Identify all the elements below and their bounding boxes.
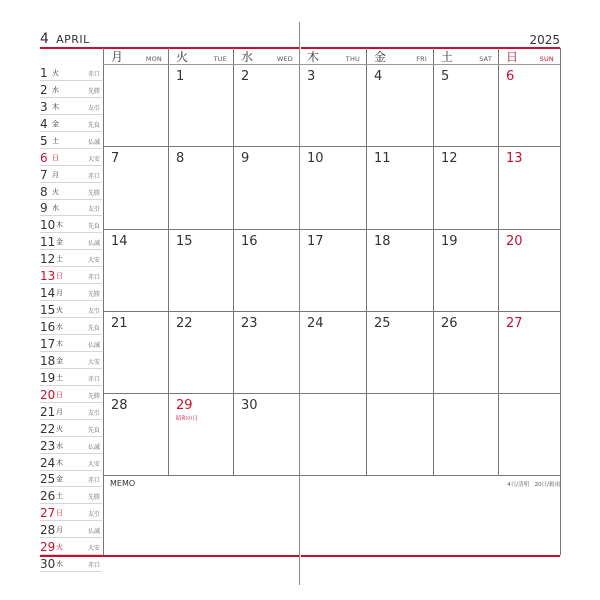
- day-list-weekday: 火: [52, 68, 59, 77]
- day-list-weekday: 金: [56, 356, 63, 365]
- weekday-header: [233, 48, 299, 64]
- day-list-date: 24: [40, 455, 56, 470]
- calendar-day-cell[interactable]: [103, 393, 168, 475]
- weekday-header: [299, 48, 366, 64]
- year-label: 2025: [529, 33, 560, 47]
- day-list-weekday: 金: [56, 238, 63, 247]
- day-list-rokuyo: 赤口: [87, 172, 100, 180]
- calendar-day-number: 26: [441, 316, 458, 331]
- grid-row-line: [103, 475, 560, 476]
- calendar-day-number: 2: [241, 69, 250, 84]
- weekday-header: [168, 48, 233, 64]
- day-list-rokuyo: 大安: [87, 545, 100, 553]
- calendar-day-cell[interactable]: [233, 393, 299, 475]
- day-list-row: [40, 64, 102, 81]
- day-list-rokuyo: 赤口: [87, 477, 100, 485]
- calendar-day-cell[interactable]: [366, 311, 433, 393]
- day-list-rokuyo: 友引: [87, 308, 100, 316]
- weekday-english: TUE: [213, 55, 227, 63]
- day-list-row: [40, 487, 102, 504]
- calendar-day-cell[interactable]: [233, 311, 299, 393]
- day-list-rokuyo: 仏滅: [87, 138, 100, 146]
- calendar-day-cell[interactable]: [366, 146, 433, 229]
- calendar-day-number: 3: [307, 69, 316, 84]
- day-list-row: [40, 335, 102, 352]
- calendar-day-number: 13: [506, 151, 523, 166]
- calendar-day-cell[interactable]: [433, 229, 498, 311]
- calendar-day-number: 29: [176, 398, 193, 413]
- calendar-day-number: 11: [374, 151, 391, 166]
- day-list-date: 17: [40, 336, 56, 351]
- calendar-day-cell[interactable]: [168, 64, 233, 146]
- footer-rule-right: [301, 555, 560, 557]
- day-list-row: [40, 81, 102, 98]
- day-list-weekday: 火: [56, 543, 63, 552]
- day-list-row: [40, 555, 102, 572]
- day-list: [40, 64, 102, 572]
- day-list-row: [40, 233, 102, 250]
- weekday-english: THU: [345, 55, 360, 63]
- day-list-weekday: 金: [56, 475, 63, 484]
- day-list-row: [40, 132, 102, 149]
- day-list-date: 29: [40, 540, 56, 555]
- day-list-date: 16: [40, 320, 56, 334]
- calendar-day-number: 8: [176, 151, 185, 166]
- calendar-day-cell[interactable]: [366, 229, 433, 311]
- day-list-rokuyo: 先勝: [87, 87, 100, 95]
- calendar-day-number: 19: [441, 234, 458, 249]
- calendar-day-number: 15: [176, 234, 193, 249]
- weekday-kanji: 土: [441, 50, 454, 64]
- calendar-day-cell[interactable]: [299, 229, 366, 311]
- day-list-rokuyo: 赤口: [87, 562, 100, 570]
- day-list-rokuyo: 大安: [87, 155, 100, 163]
- day-list-row: [40, 149, 102, 166]
- calendar-day-cell[interactable]: [433, 146, 498, 229]
- day-list-rokuyo: 仏滅: [87, 528, 100, 536]
- calendar-day-cell[interactable]: [433, 311, 498, 393]
- calendar-day-number: 30: [241, 398, 258, 413]
- calendar-day-cell[interactable]: [366, 64, 433, 146]
- day-list-rokuyo: 先負: [87, 426, 100, 434]
- day-list-row: [40, 216, 102, 233]
- weekday-english: MON: [145, 55, 162, 63]
- day-list-weekday: 土: [52, 136, 59, 145]
- calendar-day-number: 27: [506, 316, 523, 331]
- day-list-weekday: 日: [52, 153, 59, 162]
- day-list-rokuyo: 仏滅: [87, 443, 100, 451]
- weekday-kanji: 木: [307, 50, 320, 64]
- day-list-weekday: 日: [56, 390, 63, 399]
- day-list-row: [40, 284, 102, 301]
- day-list-rokuyo: 仏滅: [87, 240, 100, 248]
- day-list-weekday: 水: [56, 560, 63, 569]
- day-list-weekday: 月: [56, 526, 63, 535]
- calendar-day-number: 14: [111, 234, 128, 249]
- day-list-date: 1: [40, 65, 48, 80]
- weekday-kanji: 日: [506, 50, 519, 64]
- day-list-row: [40, 301, 102, 318]
- day-list-weekday: 日: [56, 272, 63, 281]
- day-list-rokuyo: 先勝: [87, 392, 100, 400]
- day-list-date: 22: [40, 421, 56, 436]
- day-list-row: [40, 166, 102, 183]
- calendar-day-number: 1: [176, 69, 185, 84]
- day-list-row: [40, 538, 102, 555]
- weekday-english: WED: [276, 55, 293, 63]
- day-list-weekday: 木: [56, 339, 63, 348]
- day-list-date: 20: [40, 387, 56, 402]
- calendar-day-number: 10: [307, 151, 324, 166]
- calendar-day-number: 25: [374, 316, 391, 331]
- calendar-day-cell[interactable]: [433, 64, 498, 146]
- weekday-header: [366, 48, 433, 64]
- day-list-weekday: 火: [56, 306, 63, 315]
- day-list-rokuyo: 赤口: [87, 274, 100, 282]
- day-list-date: 13: [40, 269, 56, 284]
- day-list-rokuyo: 大安: [87, 460, 100, 468]
- day-list-weekday: 木: [56, 221, 63, 230]
- day-list-rokuyo: 先負: [87, 223, 100, 231]
- day-list-row: [40, 386, 102, 403]
- day-list-weekday: 水: [52, 204, 59, 213]
- day-list-date: 6: [40, 150, 48, 165]
- weekday-english: SUN: [539, 55, 554, 63]
- weekday-header: [433, 48, 498, 64]
- day-list-date: 19: [40, 370, 56, 385]
- day-list-rokuyo: 大安: [87, 358, 100, 366]
- calendar-day-cell[interactable]: [498, 146, 560, 229]
- day-list-row: [40, 504, 102, 521]
- day-list-row: [40, 437, 102, 454]
- day-list-weekday: 水: [56, 441, 63, 450]
- day-list-rokuyo: 赤口: [87, 375, 100, 383]
- calendar-day-cell[interactable]: [498, 229, 560, 311]
- day-list-row: [40, 521, 102, 538]
- weekday-kanji: 金: [374, 50, 387, 64]
- calendar-day-cell[interactable]: [168, 146, 233, 229]
- day-list-date: 3: [40, 99, 48, 114]
- day-list-row: [40, 352, 102, 369]
- day-list-row: [40, 267, 102, 284]
- day-list-date: 14: [40, 286, 56, 301]
- calendar-day-number: 18: [374, 234, 391, 249]
- calendar-day-cell[interactable]: [498, 64, 560, 146]
- calendar-day-cell[interactable]: [498, 311, 560, 393]
- day-list-row: [40, 471, 102, 488]
- day-list-weekday: 水: [56, 323, 63, 331]
- month-number: 4: [40, 31, 49, 47]
- day-list-rokuyo: 先勝: [87, 189, 100, 197]
- holiday-label: 昭和の日: [176, 416, 199, 422]
- day-list-weekday: 木: [56, 458, 63, 467]
- calendar-day-cell[interactable]: [168, 393, 233, 475]
- day-list-row: [40, 403, 102, 420]
- calendar-day-number: 4: [374, 69, 383, 84]
- day-list-date: 4: [40, 116, 48, 131]
- weekday-header: [498, 48, 560, 64]
- solar-terms-note: 4日/清明 20日/穀雨: [507, 482, 560, 488]
- day-list-date: 12: [40, 252, 56, 267]
- weekday-kanji: 水: [241, 50, 254, 64]
- day-list-date: 7: [40, 167, 48, 182]
- day-list-date: 8: [40, 184, 48, 199]
- day-list-rokuyo: 先負: [87, 121, 100, 129]
- day-list-weekday: 月: [56, 407, 63, 416]
- day-list-rokuyo: 友引: [87, 511, 100, 519]
- day-list-rokuyo: 先勝: [87, 291, 100, 299]
- calendar-day-cell[interactable]: [299, 311, 366, 393]
- weekday-kanji: 月: [111, 50, 124, 64]
- day-list-weekday: 木: [52, 102, 59, 111]
- day-list-date: 15: [40, 303, 56, 318]
- day-list-date: 21: [40, 404, 56, 419]
- weekday-english: FRI: [416, 55, 427, 63]
- weekday-header: [103, 48, 168, 64]
- day-list-row: [40, 115, 102, 132]
- day-list-rokuyo: 友引: [87, 409, 100, 417]
- calendar-day-number: 12: [441, 151, 458, 166]
- calendar-day-cell[interactable]: [299, 146, 366, 229]
- month-title: [40, 31, 90, 47]
- day-list-row: [40, 98, 102, 115]
- grid-column-line: [560, 48, 561, 555]
- weekday-english: SAT: [479, 55, 492, 63]
- calendar-day-number: 28: [111, 398, 128, 413]
- weekday-kanji: 火: [176, 50, 189, 64]
- day-list-weekday: 金: [52, 119, 59, 128]
- memo-label: MEMO: [110, 479, 136, 488]
- calendar-day-number: 5: [441, 69, 450, 84]
- day-list-row: [40, 200, 102, 217]
- day-list-row: [40, 454, 102, 471]
- day-list-rokuyo: 大安: [87, 257, 100, 265]
- day-list-date: 23: [40, 438, 56, 453]
- day-list-weekday: 水: [52, 85, 59, 94]
- calendar-day-number: 22: [176, 316, 193, 331]
- day-list-rokuyo: 友引: [87, 206, 100, 214]
- calendar-day-number: 24: [307, 316, 324, 331]
- day-list-row: [40, 183, 102, 200]
- day-list-rokuyo: 先勝: [87, 494, 100, 502]
- day-list-rokuyo: 赤口: [87, 70, 100, 78]
- day-list-weekday: 火: [56, 424, 63, 433]
- calendar-day-number: 17: [307, 234, 324, 249]
- calendar-day-cell[interactable]: [103, 229, 168, 311]
- day-list-row: [40, 250, 102, 267]
- day-list-date: 10: [40, 218, 56, 233]
- calendar-day-cell[interactable]: [168, 229, 233, 311]
- calendar-day-cell[interactable]: [103, 146, 168, 229]
- day-list-weekday: 土: [56, 255, 63, 264]
- calendar-day-number: 21: [111, 316, 128, 331]
- day-list-weekday: 月: [52, 170, 59, 179]
- month-name: APRIL: [56, 33, 90, 46]
- calendar-day-number: 6: [506, 69, 515, 84]
- calendar-day-cell[interactable]: [103, 311, 168, 393]
- calendar-day-cell[interactable]: [233, 64, 299, 146]
- day-list-row: [40, 369, 102, 386]
- day-list-rokuyo: 友引: [87, 104, 100, 112]
- day-list-weekday: 土: [56, 492, 63, 501]
- day-list-weekday: 日: [56, 509, 63, 518]
- day-list-weekday: 土: [56, 373, 63, 382]
- day-list-rokuyo: 先負: [87, 325, 100, 332]
- calendar-day-cell[interactable]: [233, 229, 299, 311]
- day-list-rokuyo: 仏滅: [87, 341, 100, 349]
- calendar-day-cell[interactable]: [299, 64, 366, 146]
- calendar-day-cell[interactable]: [168, 311, 233, 393]
- day-list-date: 28: [40, 523, 56, 538]
- day-list-date: 25: [40, 472, 56, 487]
- day-list-date: 9: [40, 201, 48, 216]
- day-list-date: 27: [40, 506, 56, 521]
- calendar-day-cell[interactable]: [233, 146, 299, 229]
- day-list-date: 11: [40, 235, 56, 250]
- calendar-day-number: 20: [506, 234, 523, 249]
- day-list-date: 30: [40, 557, 56, 572]
- day-list-date: 5: [40, 133, 48, 148]
- day-list-weekday: 月: [56, 289, 63, 298]
- day-list-weekday: 火: [52, 187, 59, 196]
- day-list-row: [40, 420, 102, 437]
- day-list-date: 18: [40, 353, 56, 368]
- day-list-row: [40, 318, 102, 335]
- calendar-day-number: 23: [241, 316, 258, 331]
- calendar-day-number: 7: [111, 151, 120, 166]
- calendar-day-number: 9: [241, 151, 250, 166]
- calendar-day-number: 16: [241, 234, 258, 249]
- day-list-date: 26: [40, 489, 56, 504]
- day-list-date: 2: [40, 82, 48, 97]
